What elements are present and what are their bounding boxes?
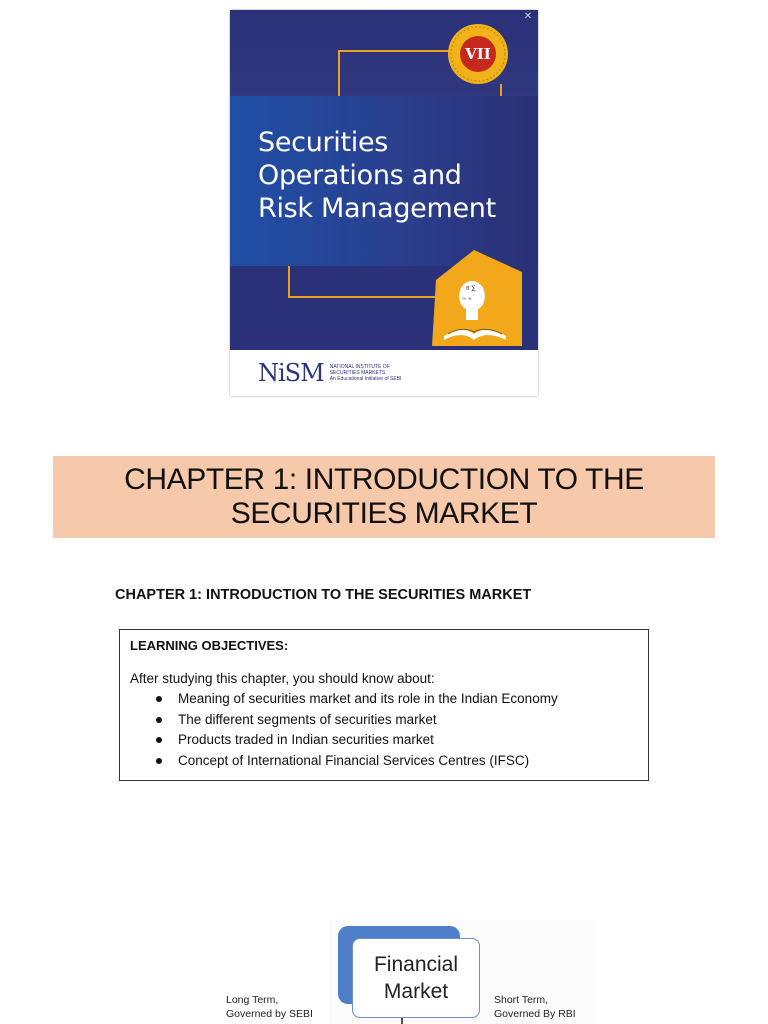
list-item — [156, 730, 638, 751]
chapter-banner-line: CHAPTER 1: INTRODUCTION TO THE — [124, 463, 644, 496]
gold-line — [288, 296, 438, 298]
bullet-icon — [156, 696, 162, 702]
certification-badge — [448, 24, 508, 84]
chapter-banner-line: SECURITIES MARKET — [230, 497, 538, 530]
list-item-text: Concept of International Financial Services Centres (IFSC) — [178, 752, 530, 768]
long-term-label-line: Governed by SEBI — [226, 1008, 313, 1020]
learning-objectives-title: LEARNING OBJECTIVES: — [130, 638, 289, 653]
bullet-icon — [156, 737, 162, 743]
close-icon: ✕ — [523, 11, 533, 22]
bullet-icon — [156, 758, 162, 764]
gold-line — [338, 50, 450, 52]
financial-market-label: Market — [383, 980, 449, 1003]
list-item-text: The different segments of securities market — [178, 711, 437, 727]
book-cover — [230, 10, 538, 396]
gold-line — [338, 50, 340, 96]
learning-objectives-intro: After studying this chapter, you should know about: — [130, 671, 435, 686]
gold-line — [500, 84, 502, 96]
svg-text:∞ ≈: ∞ ≈ — [462, 296, 472, 302]
list-item-text: Meaning of securities market and its role in the Indian Economy — [178, 691, 558, 706]
book-title-line: Securities — [258, 127, 389, 158]
short-term-label-line: Governed By RBI — [494, 1008, 576, 1020]
financial-market-label: Financial — [373, 953, 459, 976]
short-term-label-line: Short Term, — [494, 994, 549, 1006]
publisher-line: SECURITIES MARKETS — [329, 370, 386, 376]
chapter-banner — [53, 456, 715, 538]
nism-logo: NiSM — [258, 359, 324, 387]
section-heading: CHAPTER 1: INTRODUCTION TO THE SECURITIES MARKET — [115, 587, 532, 603]
publisher-line: NATIONAL INSTITUTE OF — [329, 364, 390, 370]
list-item — [156, 710, 638, 731]
bullet-icon — [156, 717, 162, 723]
badge-number: VII — [460, 36, 496, 72]
publisher-line: An Educational Initiative of SEBI — [329, 376, 402, 382]
long-term-label-line: Long Term, — [226, 994, 279, 1006]
book-title-line: Risk Management — [258, 193, 496, 224]
learning-objectives-box — [119, 629, 649, 781]
list-item — [156, 751, 638, 772]
financial-market-box — [352, 938, 480, 1018]
book-title — [258, 126, 528, 225]
list-item-text: Products traded in Indian securities market — [178, 732, 434, 747]
publisher-text — [330, 364, 402, 382]
long-term-label — [226, 993, 313, 1021]
svg-text:π ∑: π ∑ — [466, 285, 476, 292]
gold-line — [288, 266, 290, 296]
short-term-label — [494, 993, 576, 1021]
book-title-line: Operations and — [258, 160, 462, 191]
badge-ring-icon — [448, 24, 508, 84]
cover-footer — [230, 350, 538, 396]
list-item — [156, 689, 638, 710]
reading-figure-illustration — [422, 250, 526, 346]
learning-objectives-list — [156, 689, 638, 771]
diagram-connector — [401, 1018, 403, 1024]
